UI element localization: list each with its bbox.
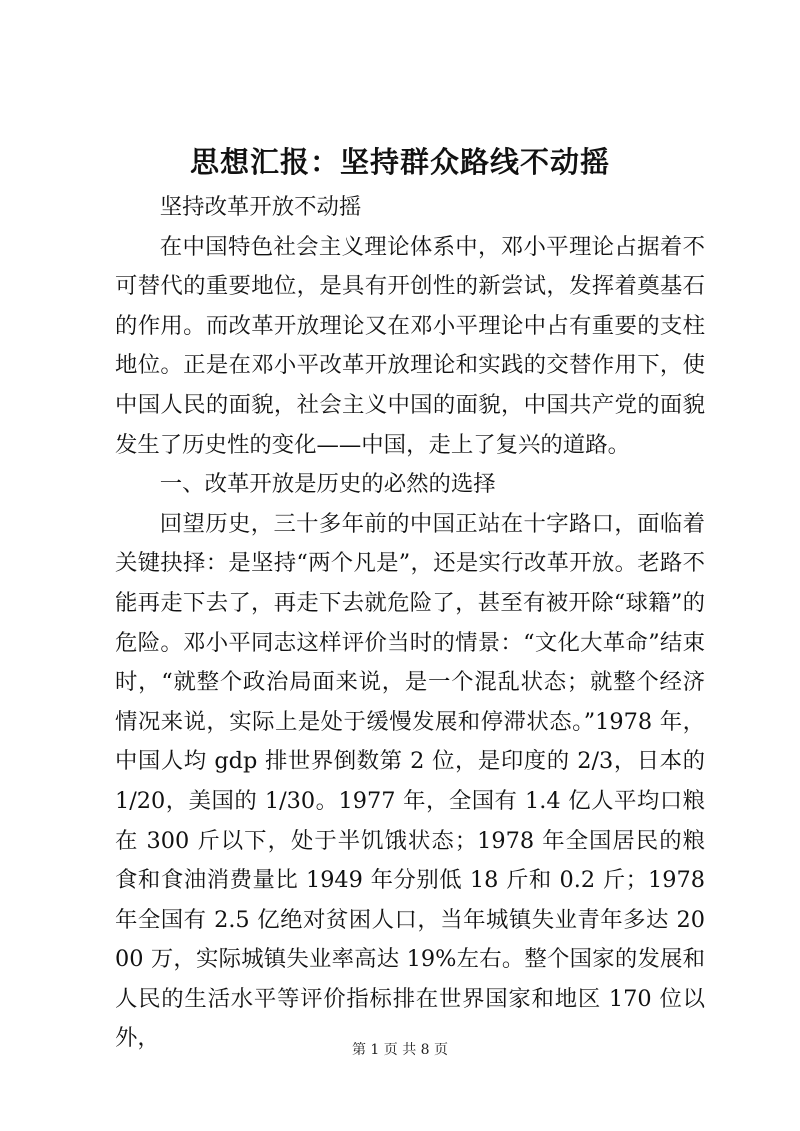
- page-footer: 第 1 页 共 8 页: [351, 1042, 449, 1058]
- document-title: 思想汇报：坚持群众路线不动摇: [189, 145, 610, 179]
- paragraph-history: 回望历史，三十多年前的中国正站在十字路口，面临着关键抉择：是坚持“两个凡是”，还是实行改革开放。老路不能再走下去了，再走下去就危险了，甚至有被开除“球籍”的危险。邓小平同志这样评价当时的情景：“文化大革命”结束时，“就整个政治局面来说，是一个混乱状态；就整个经济情况来说，实际上是处于缓慢发展和停滞状态。”1978 年，中国人均 gdp 排世界倒数第 2 位，是印度的 2/3，日本的 1/20，美国的 1/30。1977 年，全国有 1.4 亿人平均口粮在 300 斤以下，处于半饥饿状态；1978 年全国居民的粮食和食油消费量比 1949 年分别低 18 斤和 0.2 斤；1978 年全国有 2.5 亿绝对贫困人口，当年城镇失业青年多达 2000 万，实际城镇失业率高达 19%左右。整个国家的发展和人民的生活水平等评价指标排在世界国家和地区 170 位以外，: [115, 510, 705, 1052]
- document-body: [115, 188, 705, 1059]
- paragraph-intro: 在中国特色社会主义理论体系中，邓小平理论占据着不可替代的重要地位，是具有开创性的新尝试，发挥着奠基石的作用。而改革开放理论又在邓小平理论中占有重要的支柱地位。正是在邓小平改革开放理论和实践的交替作用下，使中国人民的面貌，社会主义中国的面貌，中国共产党的面貌发生了历史性的变化——中国，走上了复兴的道路。: [115, 233, 705, 458]
- section-heading: 一、改革开放是历史的必然的选择: [159, 471, 496, 498]
- paragraph-subtitle: 坚持改革开放不动摇: [159, 194, 362, 220]
